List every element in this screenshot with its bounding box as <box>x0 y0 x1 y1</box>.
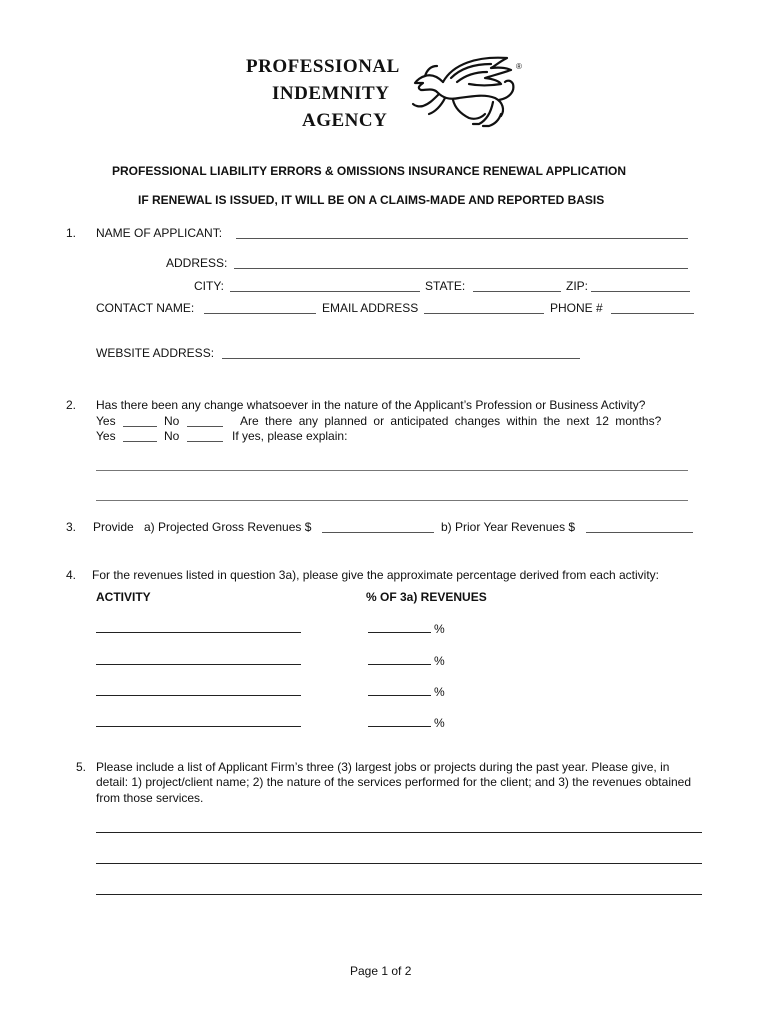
griffin-icon <box>395 52 525 132</box>
contact-name-label: CONTACT NAME: <box>96 301 195 315</box>
q2-no-label-2: No <box>164 429 180 443</box>
city-label: CITY: <box>194 279 225 293</box>
percent-sign: % <box>434 654 445 668</box>
q2-question-1: Has there been any change whatsoever in the nature of the Applicant’s Profession or Business Activity? <box>96 398 646 412</box>
percent-field-2[interactable] <box>368 664 431 665</box>
q2-explain-field-2[interactable] <box>96 500 688 501</box>
q2-yes-label-2: Yes <box>96 429 116 443</box>
q2-question-2: Are there any planned or anticipated changes within the next 12 months? <box>240 414 662 428</box>
q3-number: 3. <box>66 520 77 534</box>
email-address-field[interactable] <box>424 313 544 314</box>
q3-provide-label: Provide <box>93 520 134 534</box>
contact-name-field[interactable] <box>204 313 316 314</box>
percent-sign: % <box>434 622 445 636</box>
activity-field-1[interactable] <box>96 632 301 633</box>
q4-question: For the revenues listed in question 3a), please give the approximate percentage derived from each activity: <box>92 568 659 582</box>
prior-year-revenues-field[interactable] <box>586 532 693 533</box>
phone-field[interactable] <box>611 313 694 314</box>
percent-field-3[interactable] <box>368 695 431 696</box>
q5-answer-field-1[interactable] <box>96 832 702 833</box>
projected-revenues-field[interactable] <box>322 532 434 533</box>
q2-no-field-2[interactable] <box>187 441 223 442</box>
q2-explain-field-1[interactable] <box>96 470 688 471</box>
q5-answer-field-2[interactable] <box>96 863 702 864</box>
applicant-name-field[interactable] <box>236 238 688 239</box>
form-subtitle: IF RENEWAL IS ISSUED, IT WILL BE ON A CLAIMS-MADE AND REPORTED BASIS <box>138 193 605 207</box>
percent-sign: % <box>434 716 445 730</box>
prior-year-revenues-label: b) Prior Year Revenues $ <box>441 520 576 534</box>
website-address-field[interactable] <box>222 358 580 359</box>
logo-line-3: AGENCY <box>302 110 388 131</box>
q5-text-line-2: detail: 1) project/client name; 2) the nature of the services performed for the client; and 3) the revenues obtained <box>96 775 692 789</box>
q2-no-label-1: No <box>164 414 180 428</box>
activity-field-3[interactable] <box>96 695 301 696</box>
q2-yes-field-2[interactable] <box>123 441 157 442</box>
revenue-percent-column-header: % OF 3a) REVENUES <box>366 590 487 604</box>
activity-field-2[interactable] <box>96 664 301 665</box>
q2-no-field-1[interactable] <box>187 426 223 427</box>
q5-answer-field-3[interactable] <box>96 894 702 895</box>
activity-column-header: ACTIVITY <box>96 590 151 604</box>
state-field[interactable] <box>473 291 561 292</box>
email-address-label: EMAIL ADDRESS <box>322 301 419 315</box>
q2-number: 2. <box>66 398 77 412</box>
logo-line-2: INDEMNITY <box>272 83 390 104</box>
q5-text-line-1: Please include a list of Applicant Firm’s three (3) largest jobs or projects during the past year. Please give, in <box>96 760 670 774</box>
q2-explain-label: If yes, please explain: <box>232 429 348 443</box>
applicant-name-label: NAME OF APPLICANT: <box>96 226 223 240</box>
q2-yes-label-1: Yes <box>96 414 116 428</box>
registered-mark: ® <box>516 62 522 71</box>
percent-field-1[interactable] <box>368 632 431 633</box>
q5-text-line-3: from those services. <box>96 791 204 805</box>
page-number: Page 1 of 2 <box>350 964 412 978</box>
percent-field-4[interactable] <box>368 726 431 727</box>
projected-revenues-label: a) Projected Gross Revenues $ <box>144 520 312 534</box>
q5-number: 5. <box>76 760 87 774</box>
activity-field-4[interactable] <box>96 726 301 727</box>
percent-sign: % <box>434 685 445 699</box>
website-address-label: WEBSITE ADDRESS: <box>96 346 215 360</box>
state-label: STATE: <box>425 279 466 293</box>
q1-number: 1. <box>66 226 77 240</box>
q2-yes-field-1[interactable] <box>123 426 157 427</box>
zip-field[interactable] <box>591 291 690 292</box>
address-field[interactable] <box>234 268 688 269</box>
address-label: ADDRESS: <box>166 256 228 270</box>
zip-label: ZIP: <box>566 279 589 293</box>
form-title: PROFESSIONAL LIABILITY ERRORS & OMISSIONS INSURANCE RENEWAL APPLICATION <box>112 164 627 178</box>
q4-number: 4. <box>66 568 77 582</box>
logo-line-1: PROFESSIONAL <box>246 56 400 77</box>
city-field[interactable] <box>230 291 420 292</box>
phone-label: PHONE # <box>550 301 603 315</box>
